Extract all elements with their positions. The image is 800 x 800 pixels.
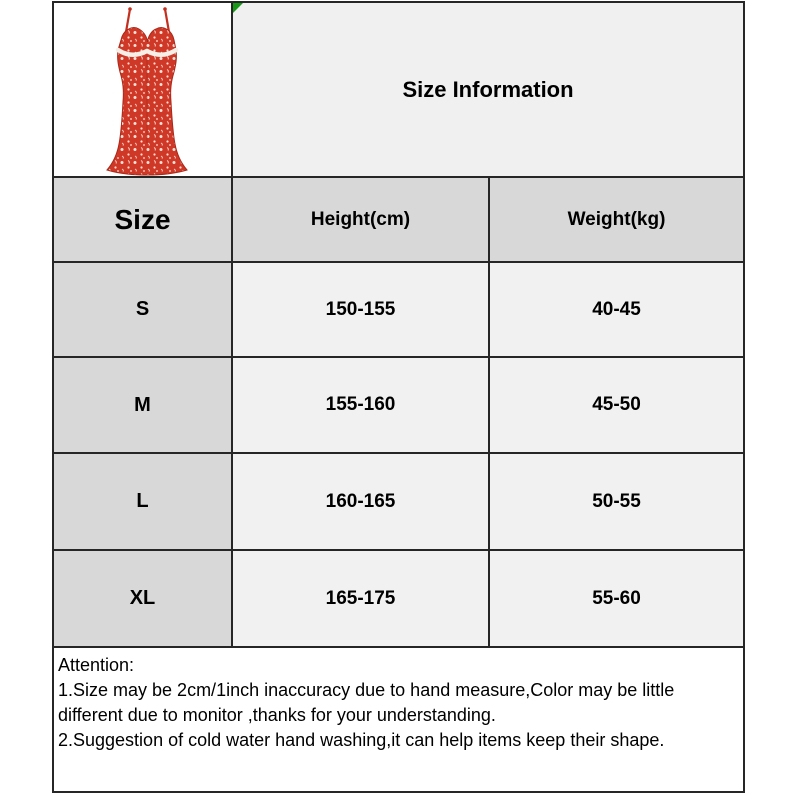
column-header-size: Size bbox=[54, 178, 231, 261]
height-value-s: 150-155 bbox=[233, 263, 488, 356]
size-information-header-cell bbox=[233, 3, 743, 176]
column-header-height: Height(cm) bbox=[233, 178, 488, 261]
weight-value-m: 45-50 bbox=[490, 358, 743, 452]
green-corner-flag-icon bbox=[233, 3, 243, 13]
attention-note-line-3: 2.Suggestion of cold water hand washing,it can help items keep their shape. bbox=[58, 730, 665, 750]
dress-image bbox=[54, 3, 231, 176]
column-header-weight: Weight(kg) bbox=[490, 178, 743, 261]
attention-note-cell bbox=[54, 648, 743, 791]
weight-value-l: 50-55 bbox=[490, 454, 743, 549]
attention-title: Attention: bbox=[58, 655, 135, 675]
size-label-l: L bbox=[54, 454, 231, 549]
weight-value-xl: 55-60 bbox=[490, 551, 743, 646]
height-value-m: 155-160 bbox=[233, 358, 488, 452]
size-chart-table bbox=[52, 1, 745, 793]
weight-value-s: 40-45 bbox=[490, 263, 743, 356]
height-value-xl: 165-175 bbox=[233, 551, 488, 646]
size-label-s: S bbox=[54, 263, 231, 356]
size-label-m: M bbox=[54, 358, 231, 452]
height-value-l: 160-165 bbox=[233, 454, 488, 549]
attention-note-line-1: 1.Size may be 2cm/1inch inaccuracy due to hand measure,Color may be little bbox=[58, 680, 675, 700]
size-label-xl: XL bbox=[54, 551, 231, 646]
attention-note-line-2: different due to monitor ,thanks for your understanding. bbox=[58, 705, 496, 725]
product-image-cell bbox=[54, 3, 231, 176]
size-information-title: Size Information bbox=[402, 76, 574, 102]
